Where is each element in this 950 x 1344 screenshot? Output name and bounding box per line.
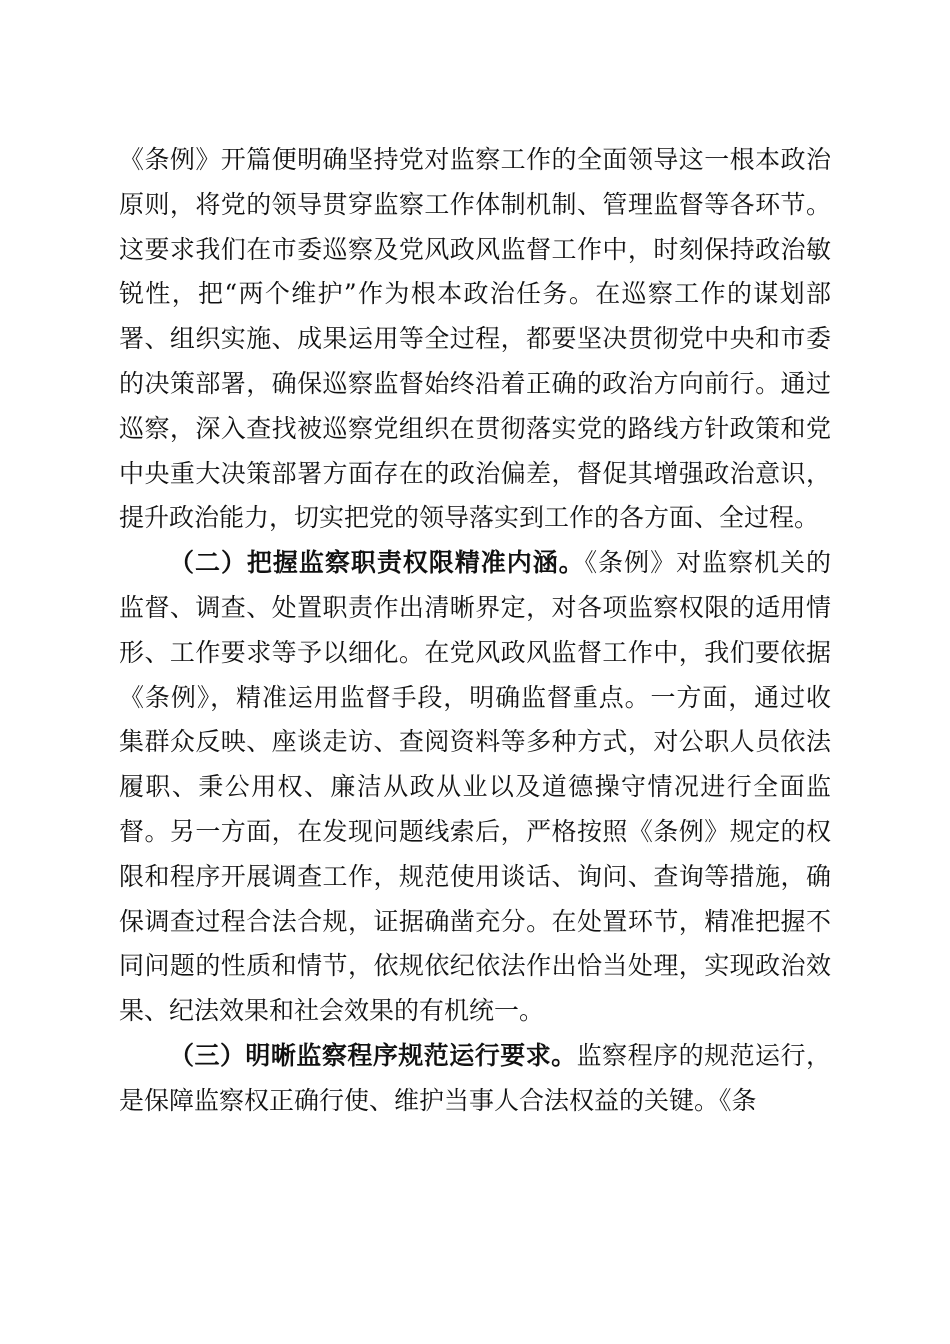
document-body bbox=[119, 138, 831, 1124]
paragraph-2-text: 《条例》对监察机关的监督、调查、处置职责作出清晰界定，对各项监察权限的适用情形、工作要求等予以细化。在党风政风监督工作中，我们要依据《条例》，精准运用监督手段，明确监督重点。一方面，通过收集群众反映、座谈走访、查阅资料等多种方式，对公职人员依法履职、秉公用权、廉洁从政从业以及道德操守情况进行全面监督。另一方面，在发现问题线索后，严格按照《条例》规定的权限和程序开展调查工作，规范使用谈话、询问、查询等措施，确保调查过程合法合规，证据确凿充分。在处置环节，精准把握不同问题的性质和情节，依规依纪依法作出恰当处理，实现政治效果、纪法效果和社会效果的有机统一。 bbox=[119, 548, 831, 1026]
section-3-heading: （三）明晰监察程序规范运行要求。 bbox=[169, 1040, 577, 1070]
paragraph-3 bbox=[119, 1034, 831, 1124]
paragraph-2 bbox=[119, 541, 831, 1034]
section-2-heading: （二）把握监察职责权限精准内涵。 bbox=[169, 548, 585, 578]
paragraph-3-text: 监察程序的规范运行，是保障监察权正确行使、维护当事人合法权益的关键。《条 bbox=[119, 1040, 831, 1115]
paragraph-1 bbox=[119, 138, 831, 541]
paragraph-1-text: 《条例》开篇便明确坚持党对监察工作的全面领导这一根本政治原则，将党的领导贯穿监察工作体制机制、管理监督等各环节。这要求我们在市委巡察及党风政风监督工作中，时刻保持政治敏锐性，把“两个维护”作为根本政治任务。在巡察工作的谋划部署、组织实施、成果运用等全过程，都要坚决贯彻党中央和市委的决策部署，确保巡察监督始终沿着正确的政治方向前行。通过巡察，深入查找被巡察党组织在贯彻落实党的路线方针政策和党中央重大决策部署方面存在的政治偏差，督促其增强政治意识，提升政治能力，切实把党的领导落实到工作的各方面、全过程。 bbox=[119, 145, 831, 533]
